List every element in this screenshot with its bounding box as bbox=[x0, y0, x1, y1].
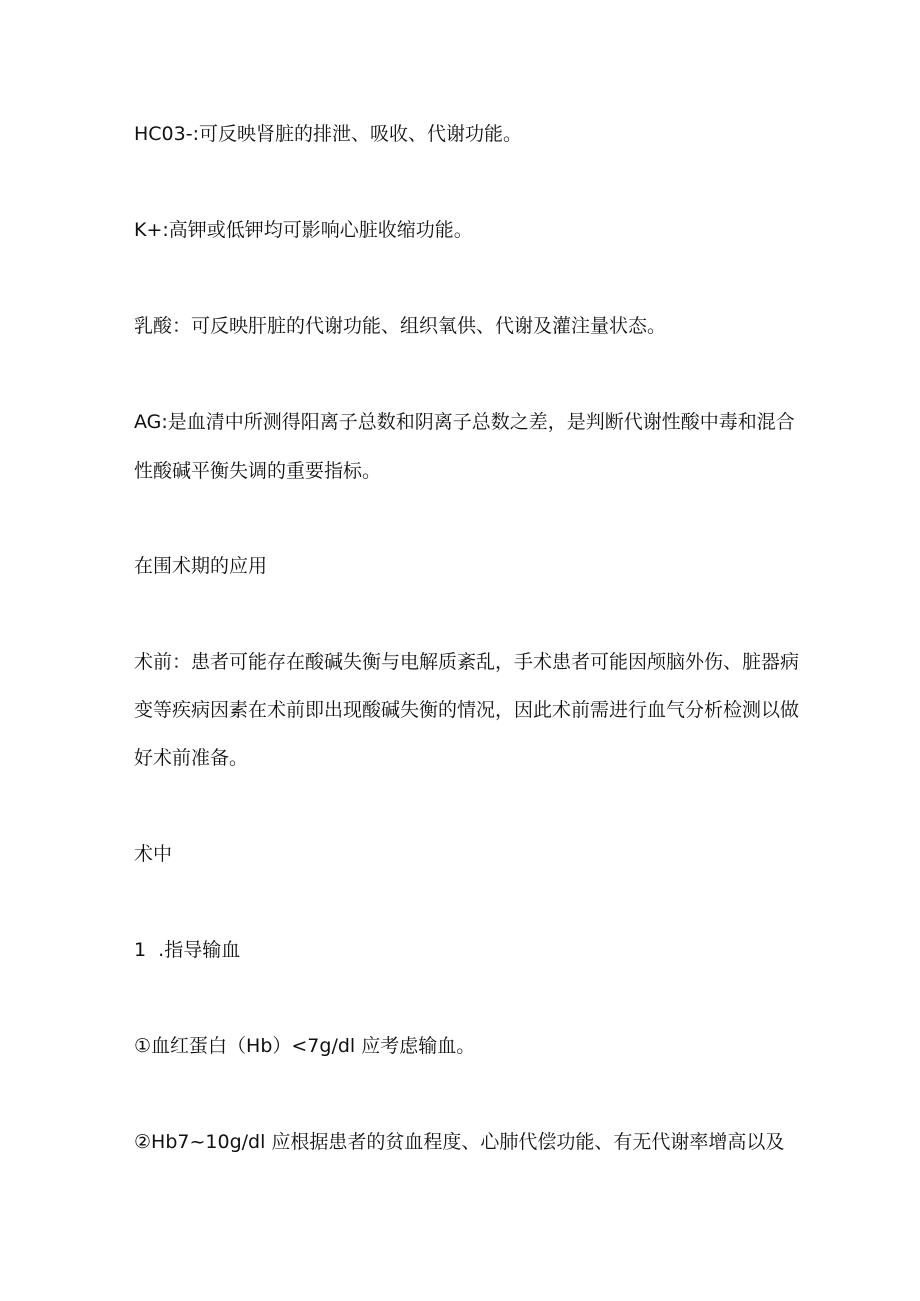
paragraph-preoperative-line-3: 好术前准备。 bbox=[134, 747, 249, 769]
paragraph-hco3: HC03-:可反映肾脏的排泄、吸收、代谢功能。 bbox=[134, 123, 522, 145]
paragraph-lactate: 乳酸：可反映肝脏的代谢功能、组织氧供、代谢及灌注量状态。 bbox=[134, 315, 667, 337]
paragraph-preoperative-line-1: 术前：患者可能存在酸碱失衡与电解质紊乱，手术患者可能因颅脑外伤、脏器病 bbox=[134, 651, 800, 673]
section-heading-intraoperative: 术中 bbox=[134, 843, 173, 865]
paragraph-potassium: K+:高钾或低钾均可影响心脏收缩功能。 bbox=[134, 219, 473, 241]
section-heading-perioperative: 在围术期的应用 bbox=[134, 555, 268, 577]
paragraph-ag-line-1: AG:是血清中所测得阳离子总数和阴离子总数之差，是判断代谢性酸中毒和混合 bbox=[134, 411, 795, 433]
list-item-hb-below-7: ①血红蛋白（Hb）<7g/dl 应考虑输血。 bbox=[134, 1035, 476, 1057]
paragraph-preoperative-line-2: 变等疾病因素在术前即出现酸碱失衡的情况，因此术前需进行血气分析检测以做 bbox=[134, 699, 800, 721]
list-heading-transfusion: 1 .指导输血 bbox=[134, 939, 241, 961]
list-item-hb-7-10: ②Hb7~10g/dl 应根据患者的贫血程度、心肺代偿功能、有无代谢率增高以及 bbox=[134, 1131, 785, 1153]
paragraph-ag-line-2: 性酸碱平衡失调的重要指标。 bbox=[134, 460, 382, 482]
